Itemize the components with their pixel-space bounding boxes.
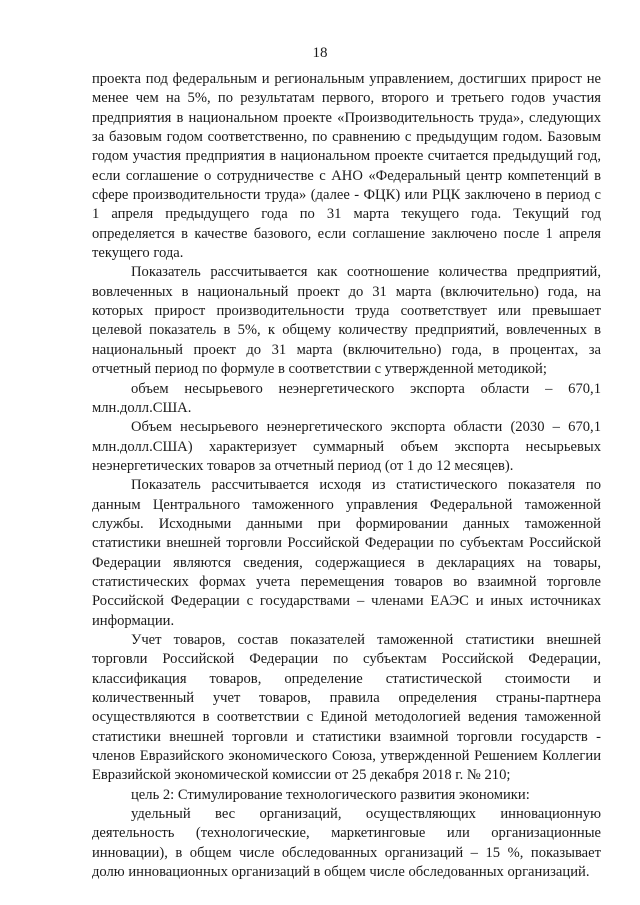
paragraph-8: удельный вес организаций, осуществляющих инновационную деятельность (технологические, маркетинговые или организационные инновации), в общем числе обследованных организаций – 15 %, показывает долю инновационных организаций в общем числе обследованных организаций. <box>92 806 601 881</box>
document-body <box>92 70 601 882</box>
paragraph-1: проекта под федеральным и региональным управлением, достигших прирост не менее чем на 5%, по результатам первого, второго и третьего годов участия предприятия в национальном проекте «Производительность труда», следующих за базовым годом соответственно, по сравнению с предыдущим годом. Базовым годом участия предприятия в национальном проекте считается предыдущий год, если соглашение о сотрудничестве с АНО «Федеральный центр компетенций в сфере производительности труда» (далее - ФЦК) или РЦК заключено в период с 1 апреля предыдущего года по 31 марта текущего года. Текущий год определяется в качестве базового, если соглашение заключено после 1 апреля текущего года. <box>92 71 601 262</box>
paragraph-4: Объем несырьевого неэнергетического экспорта области (2030 – 670,1 млн.долл.США) характеризует суммарный объем экспорта несырьевых неэнергетических товаров за отчетный период (от 1 до 12 месяцев). <box>92 419 601 474</box>
paragraph-7: цель 2: Стимулирование технологического развития экономики: <box>131 786 530 803</box>
paragraph-2: Показатель рассчитывается как соотношение количества предприятий, вовлеченных в национальный проект до 31 марта (включительно) года, на которых прирост производительности труда соответствует или превышает целевой показатель в 5%, к общему количеству предприятий, вовлеченных в национальный проект до 31 марта (включительно) года, в процентах, за отчетный период по формуле в соответствии с утвержденной методикой; <box>92 264 601 378</box>
paragraph-3: объем несырьевого неэнергетического экспорта области – 670,1 млн.долл.США. <box>92 380 601 416</box>
paragraph-5: Показатель рассчитывается исходя из статистического показателя по данным Центрального таможенного управления Федеральной таможенной службы. Исходными данными при формировании данных таможенной статистики внешней торговли Российской Федерации по субъектам Российской Федерации являются сведения, содержащиеся в декларациях на товары, статистических формах учета перемещения товаров во взаимной торговле Российской Федерации с государствами – членами ЕАЭС и иных источниках информации. <box>92 477 601 629</box>
paragraph-6: Учет товаров, состав показателей таможенной статистики внешней торговли Российской Федерации по субъектам Российской Федерации, классификация товаров, определение статистической стоимости и количественный учет товаров, правила определения страны-партнера осуществляются в соответствии с Единой методологией ведения таможенной статистики внешней торговли и статистики взаимной торговли государств - членов Евразийского экономического Союза, утвержденной Решением Коллегии Евразийской экономической комиссии от 25 декабря 2018 г. № 210; <box>92 631 601 784</box>
page-number: 18 <box>312 45 328 61</box>
